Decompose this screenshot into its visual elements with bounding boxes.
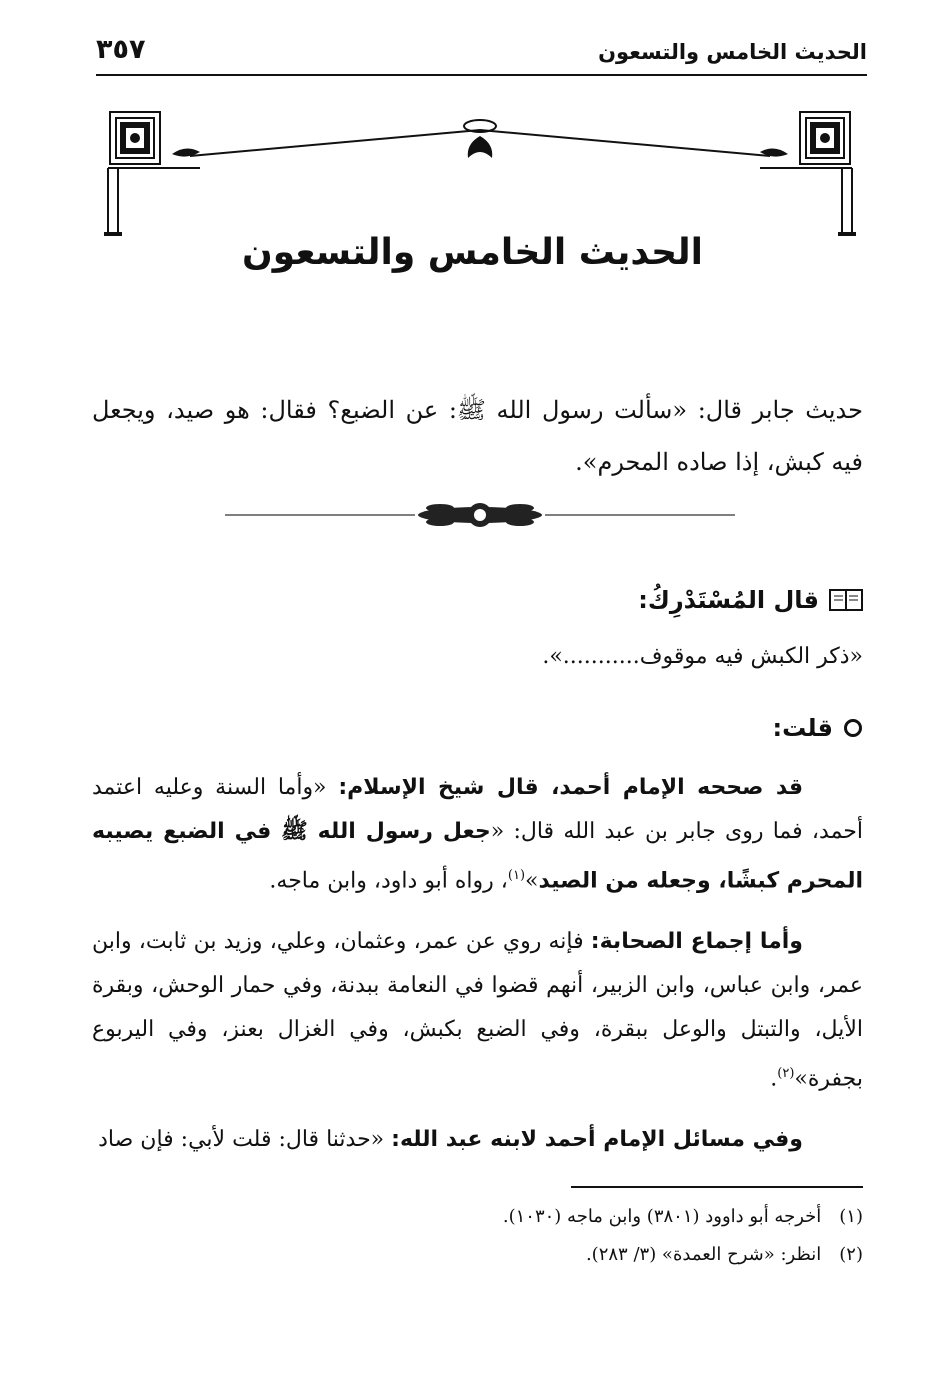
para2-bold-intro: وأما إجماع الصحابة: <box>590 929 803 954</box>
paragraph-2 <box>92 920 863 1101</box>
ornamental-divider <box>225 498 735 532</box>
para1-bold-intro: قد صححه الإمام أحمد، قال شيخ الإسلام: <box>338 775 803 800</box>
qultu-label: قلت: <box>772 714 833 742</box>
footnote-1 <box>503 1206 863 1227</box>
footnote-2-number: (٢) <box>839 1244 863 1265</box>
para3-bold-intro: وفي مسائل الإمام أحمد لابنه عبد الله: <box>391 1127 803 1152</box>
para2-tail: . <box>770 1066 778 1092</box>
para1-text: «وأما السنة وعليه اعتمد أحمد، فما روى جابر بن عبد الله قال: « <box>92 775 863 844</box>
paragraph-3 <box>92 1118 863 1162</box>
running-title: الحديث الخامس والتسعون <box>598 40 867 64</box>
para1-close-quote: » <box>525 868 539 894</box>
running-header <box>96 34 867 76</box>
mustadrak-heading <box>638 586 863 614</box>
footnote-ref-2[interactable]: (٢) <box>777 1066 795 1081</box>
para3-text: «حدثنا قال: قلت لأبي: فإن صاد <box>98 1127 392 1152</box>
hadith-text: حديث جابر قال: «سألت رسول الله ﷺ: عن الضبع؟ فقال: هو صيد، ويجعل فيه كبش، إذا صاده المحرم». <box>92 396 863 476</box>
para2-text: فإنه روي عن عمر، وعثمان، وعلي، وزيد بن ثابت، وابن عمر، وابن عباس، وابن الزبير، أنهم قضوا في النعامة ببدنة، وفي حمار الوحش، وبقرة الأيل، والتبتل والوعل ببقرة، وفي الضبع بكبش، وفي الغزال بعنز، وفي اليربوع بجفرة» <box>92 929 863 1092</box>
para1-tail: ، رواه أبو داود، وابن ماجه. <box>269 868 508 894</box>
qultu-heading <box>772 714 863 742</box>
footnote-separator <box>571 1186 863 1188</box>
ornamental-frame <box>100 108 860 250</box>
para1-hadith: جعل رسول الله ﷺ في الضبع يصيبه المحرم كبشًا، وجعله من الصيد <box>92 819 863 894</box>
footnote-ref-1[interactable]: (١) <box>507 868 526 883</box>
mustadrak-quote: «ذكر الكبش فيه موقوف...........». <box>542 644 863 669</box>
footnote-1-number: (١) <box>839 1206 863 1227</box>
page-number: ٣٥٧ <box>96 34 146 65</box>
footnote-2 <box>586 1244 863 1265</box>
footnote-1-text: أخرجه أبو داوود (٣٨٠١) وابن ماجه (١٠٣٠). <box>502 1206 822 1227</box>
footnote-2-text: انظر: «شرح العمدة» (٣/ ٢٨٣). <box>585 1244 822 1265</box>
mustadrak-label: قال المُسْتَدْرِكُ: <box>638 586 819 614</box>
book-icon <box>829 589 863 611</box>
chapter-title: الحديث الخامس والتسعون <box>242 232 703 273</box>
circle-bullet-icon <box>843 718 863 738</box>
paragraph-1 <box>92 766 863 903</box>
